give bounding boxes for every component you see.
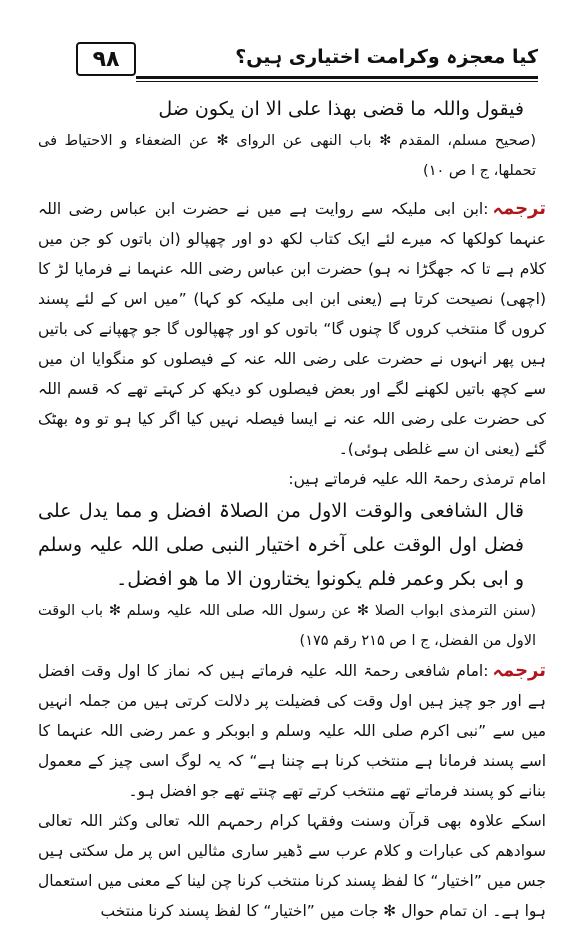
page-number: ۹۸	[76, 42, 136, 76]
reference-2: (سنن الترمذی ابواب الصلا ✻ عن رسول اللہ صلی اللہ علیہ وسلم ✻ باب الوقت الاول من الفضل، ج ا ص ۲۱۵ رقم ۱۷۵)	[38, 603, 536, 649]
page-body	[38, 92, 546, 926]
header-rule-thin	[136, 81, 538, 82]
reference-1: (صحیح مسلم، المقدم ✻ باب النھی عن الروای ✻ عن الضعفاء و الاحتیاط فی تحملھا، ج ا ص ۱۰)	[38, 133, 536, 179]
translation-text-2: :امام شافعی رحمۃ اللہ علیہ فرماتے ہیں کہ نماز کا اول وقت افضل ہے اور جو چیز ہیں اول وقت کی فضیلت پر دلالت کرتی ہیں من جملہ انہیں میں سے ”نبی اکرم صلی اللہ علیہ وسلم و ابوبکر و عمر رضی اللہ عنہما کا اسے پسند فرمانا ہے منتخب کرنا ہے چننا ہے“ کہ یہ لوگ اسی چیز کے معمول بنانے کو پسند فرماتے تھے منتخب کرتے تھے چنتے تھے جو افضل ہو۔	[38, 662, 546, 800]
translation-1	[38, 194, 546, 464]
translation-label-1: ترجمہ	[492, 198, 546, 219]
translation-2	[38, 656, 546, 806]
running-title: کیا معجزہ وکرامت اختیاری ہیں؟	[235, 46, 538, 68]
arabic-quote-2: قال الشافعی والوقت الاول من الصلاۃ افضل و مما یدل علی فضل اول الوقت علی آخرہ اختیار النبی صلی اللہ علیہ وسلم و ابی بکر وعمر فلم یکونوا یختارون الا ما ھو افضل۔	[38, 500, 524, 590]
translation-text-1: :ابن ابی ملیکہ سے روایت ہے میں نے حضرت ابن عباس رضی اللہ عنہما کولکھا کہ میرے لئے ایک کتاب لکھ دو اور چھپالو (ان باتوں کو جن میں کلام ہے تا کہ جھگڑا نہ ہو) حضرت ابن عباس رضی اللہ عنہما نے فرمایا لڑ کا (اچھی) نصیحت کرتا ہے (یعنی ابن ابی ملیکہ کو کہا) ”میں اس کے لئے پسند کروں گا منتخب کروں گا چنوں گا“ باتوں کو اور چھپالوں گا جو چھپانے کی باتیں ہیں پھر انہوں نے حضرت علی رضی اللہ عنہ کے فیصلوں کو منگوایا ان میں سے کچھ باتیں لکھنے لگے اور بعض فیصلوں کو دیکھ کر کہتے تھے کہ قسم اللہ کی حضرت علی رضی اللہ عنہ نے ایسا فیصلہ نہیں کیا اگر کیا ہو تو وہ بھٹک گئے (یعنی ان سے غلطی ہوئی)۔	[38, 200, 546, 458]
page-header	[60, 40, 538, 82]
arabic-quote-1: فیقول واللہ ما قضی بھذا علی الا ان یکون ضل	[158, 98, 524, 120]
intro-tirmidhi: امام ترمذی رحمۃ اللہ علیہ فرماتے ہیں:	[288, 470, 546, 488]
header-rule-thick	[136, 76, 538, 79]
closing-paragraph: اسکے علاوہ بھی قرآن وسنت وفقہا کرام رحمہم اللہ تعالی وکثر اللہ تعالی سوادھم کی عبارات و کلام عرب سے ڈھیر ساری مثالیں اس پر مل سکتی ہیں جس میں ”اختیار“ کا لفظ پسند کرنا منتخب کرنا چن لینا کے معنی میں استعمال ہوا ہے۔ ان تمام حوال ✻ جات میں ”اختیار“ کا لفظ پسند کرنا منتخب	[38, 812, 546, 920]
translation-label-2: ترجمہ	[492, 660, 546, 681]
